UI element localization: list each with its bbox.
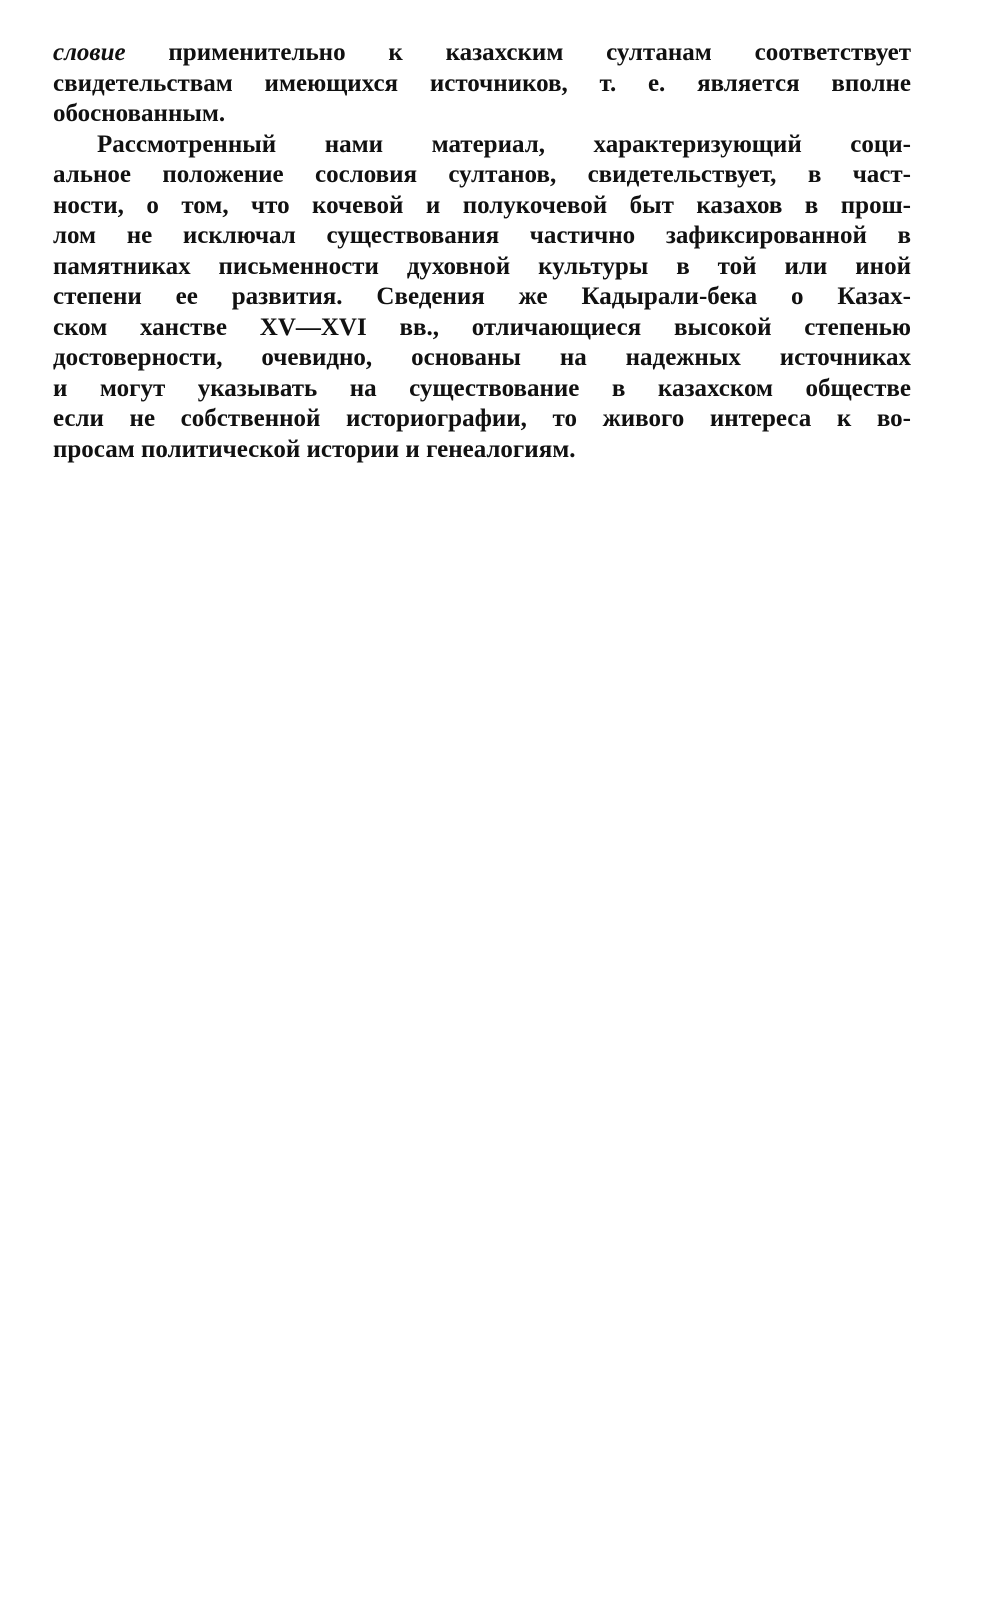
paragraph-main	[53, 130, 911, 466]
text-line: альное положение сословия султанов, свидетельствует, в част-	[53, 161, 911, 188]
text-line	[53, 38, 911, 69]
text-line: достоверности, очевидно, основаны на надежных источниках	[53, 344, 911, 371]
text-line: если не собственной историографии, то живого интереса к во-	[53, 405, 911, 432]
italic-word: словие	[53, 39, 126, 66]
text-line: и могут указывать на существование в казахском обществе	[53, 374, 911, 402]
body-text	[53, 38, 911, 465]
text-line: лом не исключал существования частично зафиксированной в	[53, 222, 911, 249]
text-line: обоснованным.	[53, 100, 226, 127]
line-rest: применительно к казахским султанам соответствует	[125, 39, 911, 66]
paragraph-continuation	[53, 38, 911, 130]
text-line: ском ханстве XV—XVI вв., отличающиеся высокой степенью	[53, 313, 911, 341]
text-line: Рассмотренный нами материал, характеризующий соци-	[97, 130, 911, 158]
text-line: степени ее развития. Сведения же Кадырали-бека о Казах-	[53, 283, 911, 310]
text-line: свидетельствам имеющихся источников, т. е. является вполне	[53, 69, 911, 97]
text-line: ности, о том, что кочевой и полукочевой быт казахов в прош-	[53, 191, 911, 219]
text-line: просам политической истории и генеалогиям.	[53, 435, 576, 463]
text-line: памятниках письменности духовной культуры в той или иной	[53, 252, 911, 280]
